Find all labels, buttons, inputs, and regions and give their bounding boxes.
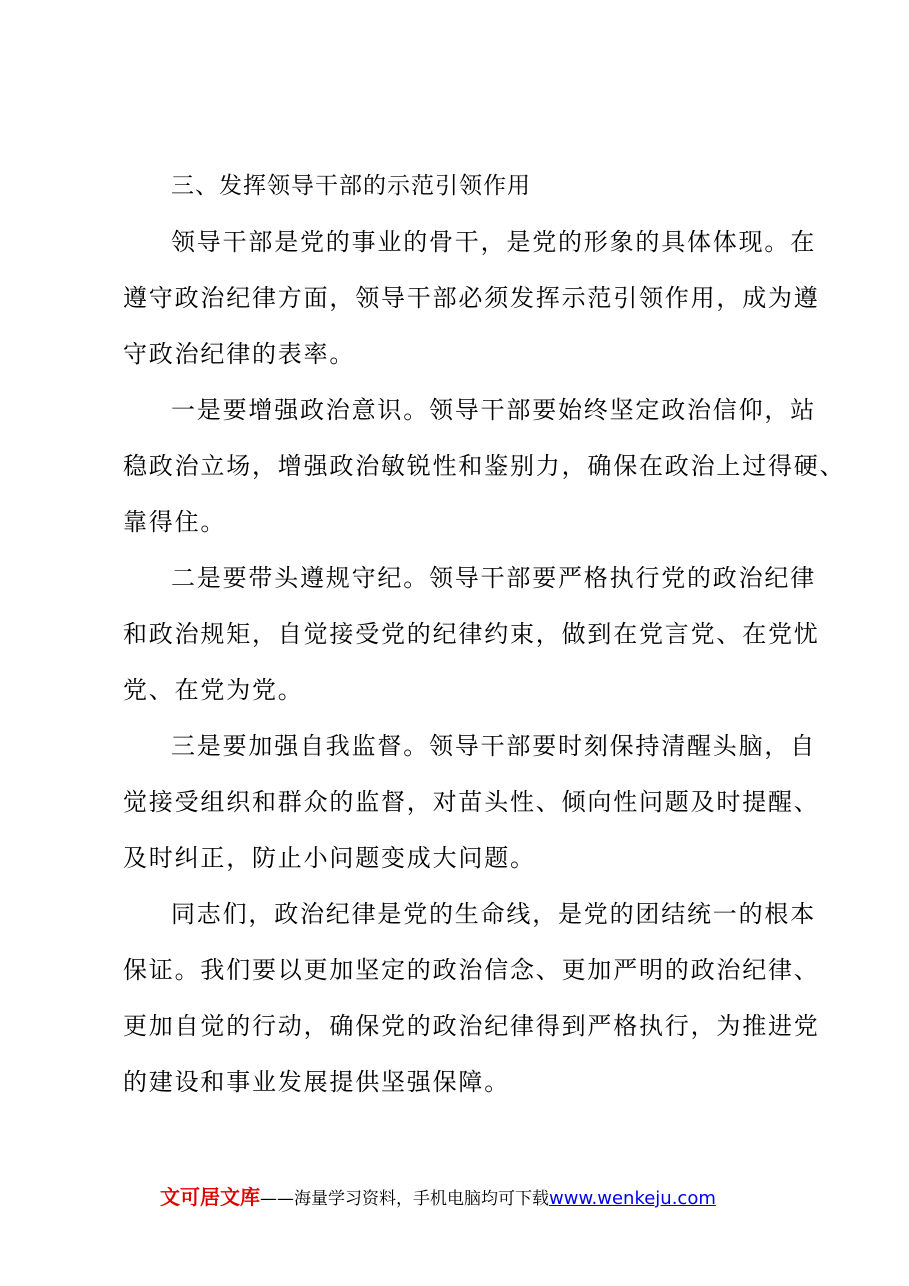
- paragraph-conclusion: [123, 886, 820, 1110]
- footer-brand: 文可居文库: [160, 1185, 260, 1209]
- paragraph-line: 遵守政治纪律方面，领导干部必须发挥示范引领作用，成为遵: [123, 284, 820, 312]
- paragraph-line: 保证。我们要以更加坚定的政治信念、更加严明的政治纪律、: [123, 956, 820, 984]
- document-body: [123, 158, 846, 1110]
- footer-tagline: ——海量学习资料，手机电脑均可下载: [260, 1189, 549, 1209]
- paragraph-line: 及时纠正，防止小问题变成大问题。: [123, 844, 536, 872]
- paragraph-intro: [123, 214, 820, 382]
- section-heading: 三、发挥领导干部的示范引领作用: [171, 173, 531, 199]
- paragraph-line: 靠得住。: [123, 508, 227, 536]
- footer-website-link[interactable]: www.wenkeju.com: [549, 1188, 716, 1209]
- paragraph-point-two: [123, 550, 820, 718]
- paragraph-line: 一是要增强政治意识。领导干部要始终坚定政治信仰，站: [171, 396, 816, 424]
- paragraph-line: 觉接受组织和群众的监督，对苗头性、倾向性问题及时提醒、: [123, 788, 820, 816]
- paragraph-line: 稳政治立场，增强政治敏锐性和鉴别力，确保在政治上过得硬、: [123, 452, 846, 480]
- paragraph-point-one: [123, 382, 846, 550]
- paragraph-line: 和政治规矩，自觉接受党的纪律约束，做到在党言党、在党忧: [123, 620, 820, 648]
- paragraph-line: 的建设和事业发展提供坚强保障。: [123, 1068, 510, 1096]
- paragraph-line: 二是要带头遵规守纪。领导干部要严格执行党的政治纪律: [171, 564, 816, 592]
- paragraph-line: 更加自觉的行动，确保党的政治纪律得到严格执行，为推进党: [123, 1012, 820, 1040]
- paragraph-line: 党、在党为党。: [123, 676, 304, 704]
- footer-banner: [160, 1182, 800, 1212]
- paragraph-point-three: [123, 718, 820, 886]
- paragraph-line: 同志们，政治纪律是党的生命线，是党的团结统一的根本: [171, 900, 816, 928]
- paragraph-line: 领导干部是党的事业的骨干，是党的形象的具体体现。在: [171, 228, 816, 256]
- paragraph-line: 守政治纪律的表率。: [123, 340, 356, 368]
- paragraph-line: 三是要加强自我监督。领导干部要时刻保持清醒头脑，自: [171, 732, 816, 760]
